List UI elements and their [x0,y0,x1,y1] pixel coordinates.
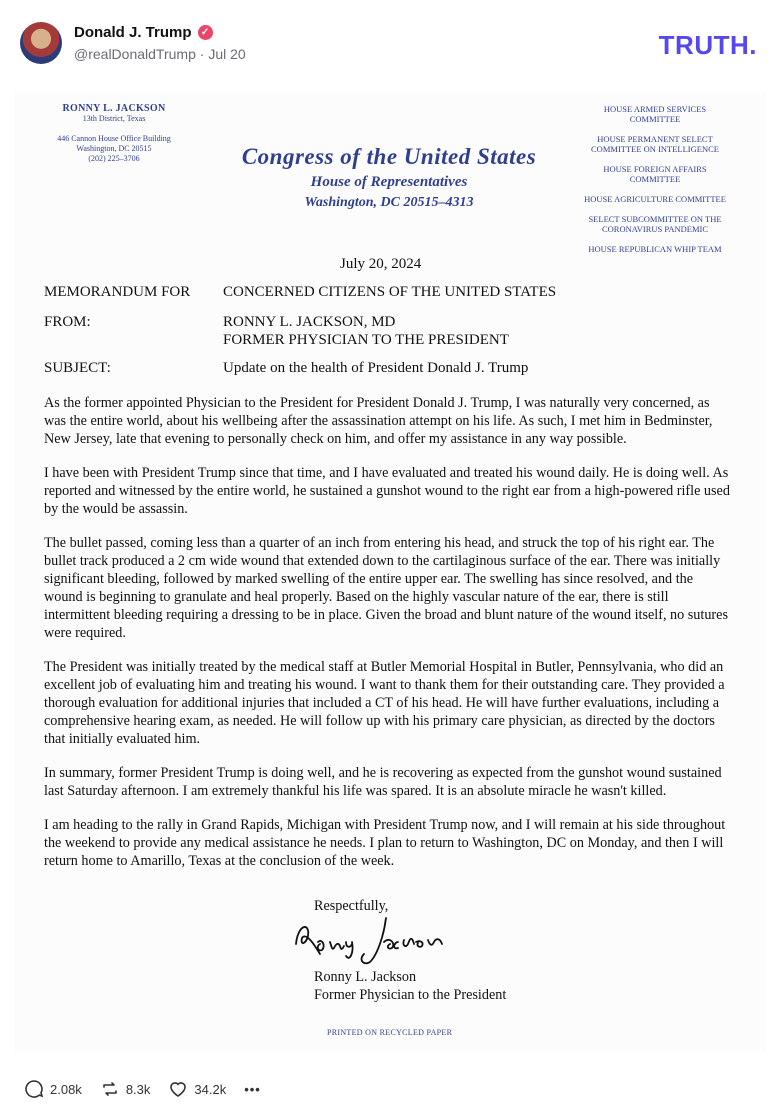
rep-address1: 446 Cannon House Office Building [57,134,171,143]
from-value-1: RONNY L. JACKSON, MD [223,314,396,330]
truth-logo[interactable] [659,30,757,61]
signature-image [288,914,488,970]
rep-phone: (202) 225–3706 [88,154,140,163]
body-paragraph: The bullet passed, coming less than a quarter of an inch from entering his head, and struck the top of his right ear. The bullet track produced a 2 cm wide wound that extended down to the cartilaginous surface of the ear. There was initially significant bleeding, followed by marked swelling of the entire upper ear. The swelling has since resolved, and the wound is beginning to granulate and heal properly. Based on the highly vascular nature of the ear, there is still intermittent bleeding requiring a dressing to be in place. Given the broad and blunt nature of the wound itself, no sutures were required. [44,535,728,641]
body-paragraph: As the former appointed Physician to the President for President Donald J. Trump, I was naturally very concerned, as was the entire world, about his wellbeing after the assassination attempt on his life. As such, I met him in Bedminster, New Jersey, late that evening to personally check on him, and offer my assistance in any way possible. [44,395,713,447]
reply-count: 2.08k [50,1081,82,1097]
signer-block [314,968,506,1004]
committee-item: HOUSE PERMANENT SELECT COMMITTEE ON INTELLIGENCE [591,134,719,154]
like-button[interactable] [168,1079,226,1099]
author-name[interactable]: Donald J. Trump [74,24,192,41]
separator: · [199,46,205,62]
post-actions [24,1076,261,1102]
committee-item: SELECT SUBCOMMITTEE ON THE CORONAVIRUS PANDEMIC [588,214,722,234]
letter-body [44,394,734,886]
rep-district: 13th District, Texas [82,114,146,123]
committee-list [580,104,730,264]
body-paragraph: The President was initially treated by the medical staff at Butler Memorial Hospital in Butler, Pennsylvania, who did an excellent job of evaluating him and treating his wound. I want to thank them for their outstanding care. They provided a thorough evaluation for additional injuries that included a CT of his head. He will have further evaluations, including a comprehensive hearing exam, as needed. He will follow up with his primary care physician, as directed by the doctors that initially evaluated him. [44,659,725,747]
brand-text: TRUTH [658,30,750,60]
memo-letter-image[interactable] [14,92,766,1052]
verified-badge-icon: ✓ [198,25,213,40]
author-handle[interactable]: @realDonaldTrump [74,46,196,62]
retruth-count: 8.3k [125,1081,151,1097]
memo-label: MEMORANDUM FOR [44,284,191,300]
retruth-button[interactable] [100,1079,151,1099]
subject-label: SUBJECT: [44,360,111,376]
memo-value: CONCERNED CITIZENS OF THE UNITED STATES [223,284,557,300]
congress-title: Congress of the United States [241,144,537,169]
committee-item: HOUSE ARMED SERVICES COMMITTEE [603,104,707,124]
city-line: Washington, DC 20515–4313 [304,195,474,210]
body-paragraph: I have been with President Trump since that time, and I have evaluated and treated his wound daily. He is doing well. As reported and witnessed by the entire world, he sustained a gunshot wound to the right ear from a high-powered rifle used by the would be assassin. [44,465,730,517]
retruth-icon [100,1079,120,1099]
letterhead-center [214,144,564,211]
like-icon [168,1079,188,1099]
from-value-2: FORMER PHYSICIAN TO THE PRESIDENT [223,332,509,348]
avatar[interactable] [20,22,62,64]
reply-icon [24,1079,44,1099]
body-paragraph: In summary, former President Trump is doing well, and he is recovering as expected from the gunshot wound sustained last Saturday afternoon. I am extremely thankful his life was spared. It is an absolute miracle he wasn't killed. [44,765,722,799]
author-name-row [74,24,213,41]
closing: Respectfully, [314,898,389,914]
letterhead-left [44,104,184,164]
body-paragraph: I am heading to the rally in Grand Rapids, Michigan with President Trump now, and I will remain at his side throughout the weekend to provide any medical assistance he needs. I plan to return to Washington, DC on Monday, and then I will return home to Amarillo, Texas at the conclusion of the week. [44,817,726,869]
more-icon: ••• [244,1081,261,1097]
more-button[interactable] [244,1082,261,1097]
from-label: FROM: [44,314,91,330]
recycled-note: PRINTED ON RECYCLED PAPER [327,1028,453,1037]
brand-dot: . [749,30,757,60]
like-count: 34.2k [194,1081,227,1097]
handle-date [74,46,246,62]
signer-title: Former Physician to the President [314,987,507,1003]
reply-button[interactable] [24,1079,82,1099]
house-title: House of Representatives [310,174,468,190]
letter-date: July 20, 2024 [340,256,422,272]
committee-item: HOUSE REPUBLICAN WHIP TEAM [588,244,722,254]
rep-address2: Washington, DC 20515 [76,144,152,153]
committee-item: HOUSE FOREIGN AFFAIRS COMMITTEE [603,164,707,184]
subject-value: Update on the health of President Donald J. Trump [223,360,529,376]
post-date[interactable]: Jul 20 [208,46,246,62]
signer-name: Ronny L. Jackson [314,969,417,985]
committee-item: HOUSE AGRICULTURE COMMITTEE [584,194,726,204]
rep-name: RONNY L. JACKSON [62,103,166,114]
post-header [0,0,777,80]
